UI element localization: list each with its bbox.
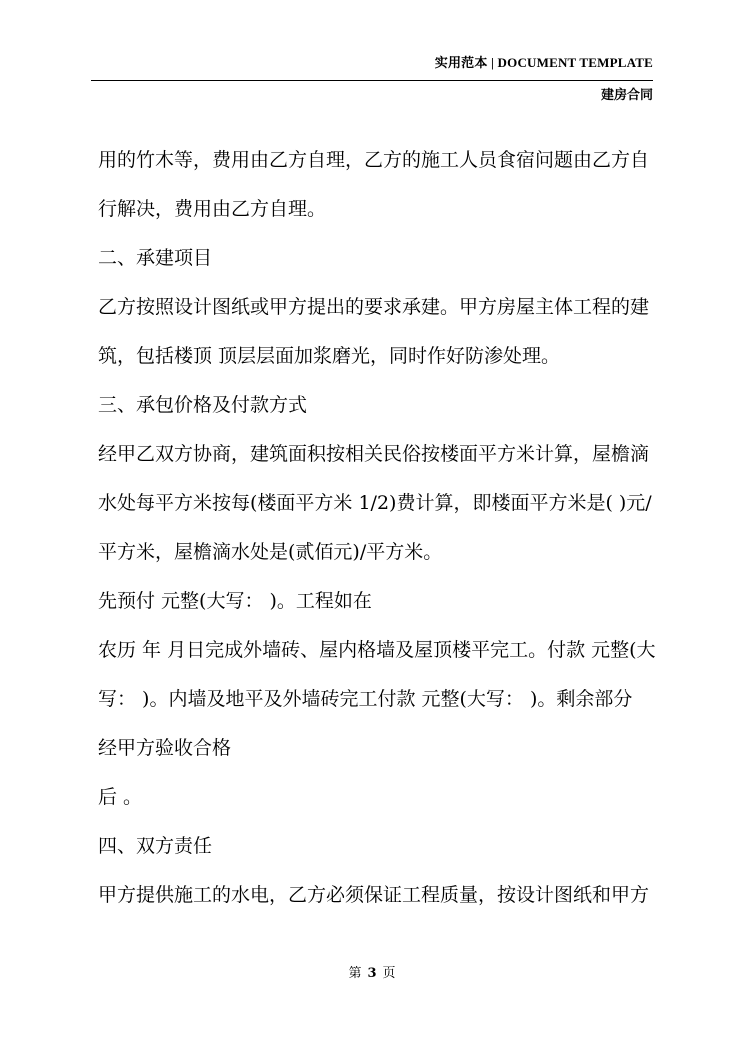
body-line: 先预付 元整(大写： )。工程如在 — [98, 590, 372, 612]
body-line: 平方米，屋檐滴水处是(贰佰元)/平方米。 — [98, 541, 443, 563]
page-number-prefix: 第 — [348, 966, 362, 981]
section-heading: 四、双方责任 — [98, 835, 213, 857]
body-line: 后 。 — [98, 786, 143, 808]
body-line: 行解决，费用由乙方自理。 — [98, 198, 327, 220]
body-line: 乙方按照设计图纸或甲方提出的要求承建。甲方房屋主体工程的建 — [98, 296, 650, 318]
body-line: 用的竹木等，费用由乙方自理，乙方的施工人员食宿问题由乙方自 — [98, 149, 650, 171]
body-line: 经甲方验收合格 — [98, 737, 232, 759]
document-title: 建房合同 — [600, 87, 653, 102]
page-number-suffix: 页 — [382, 966, 396, 981]
body-line: 水处每平方米按每(楼面平方米 1/2)费计算，即楼面平方米是( )元/ — [98, 492, 652, 514]
page-footer — [0, 962, 744, 981]
body-line: 筑，包括楼顶 顶层层面加浆磨光，同时作好防渗处理。 — [98, 345, 561, 367]
body-line: 经甲乙双方协商，建筑面积按相关民俗按楼面平方米计算，屋檐滴 — [98, 443, 650, 465]
section-heading: 二、承建项目 — [98, 247, 213, 269]
section-heading: 三、承包价格及付款方式 — [98, 394, 308, 416]
body-line: 甲方提供施工的水电，乙方必须保证工程质量，按设计图纸和甲方 — [98, 884, 650, 906]
page-number: 3 — [367, 966, 377, 981]
header-divider — [91, 80, 653, 81]
body-line: 农历 年 月日完成外墙砖、屋内格墙及屋顶楼平完工。付款 元整(大 — [98, 639, 656, 661]
page-body — [98, 136, 658, 920]
document-template-label: 实用范本 | DOCUMENT TEMPLATE — [434, 55, 653, 70]
body-line: 写： )。内墙及地平及外墙砖完工付款 元整(大写： )。剩余部分 — [98, 688, 633, 710]
